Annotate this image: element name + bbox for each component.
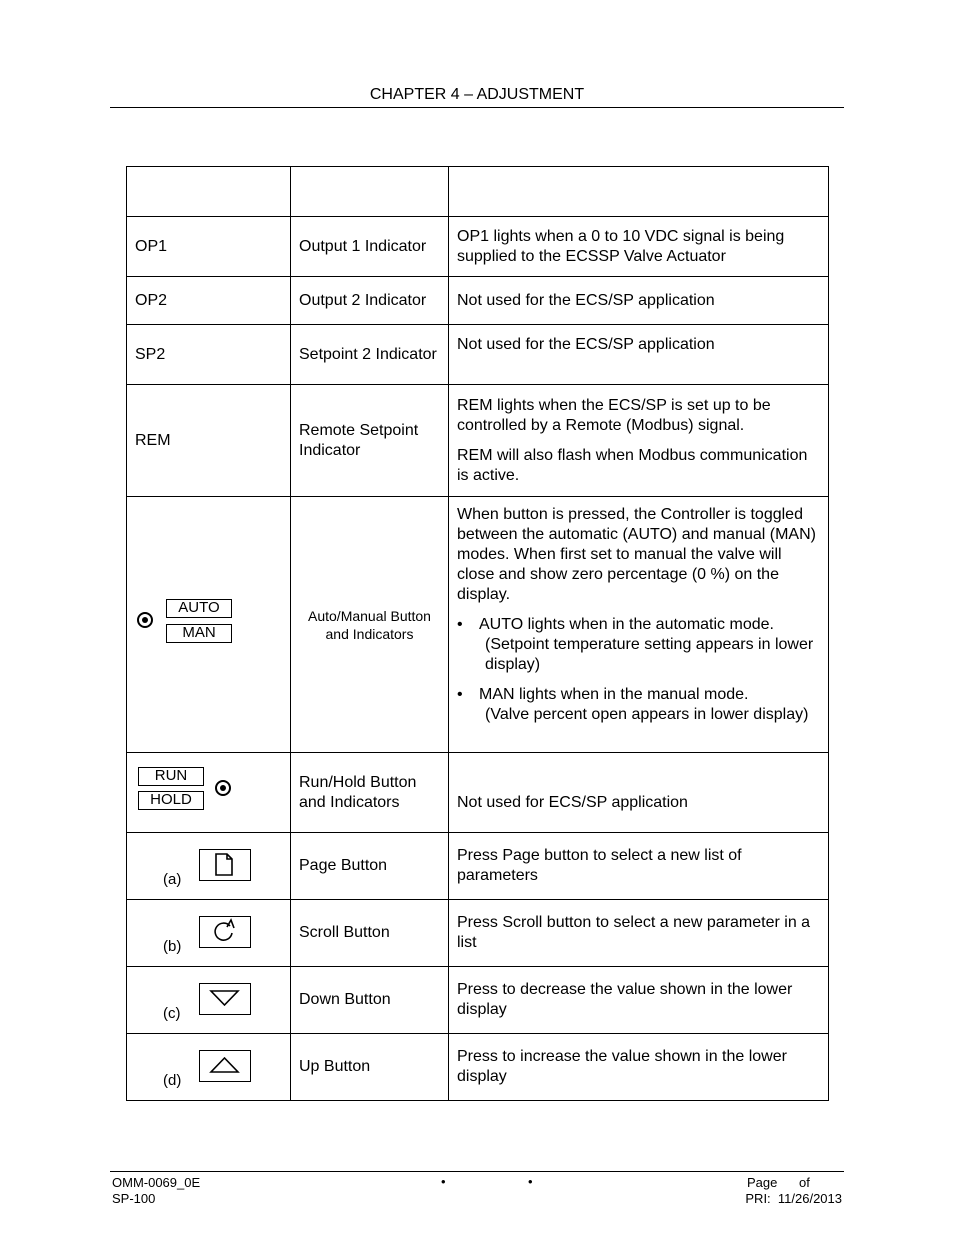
indicator-function: Page Button <box>291 833 449 900</box>
indicator-function: Output 1 Indicator <box>291 217 449 277</box>
page-icon-cell <box>127 833 291 900</box>
indicator-description: Press to increase the value shown in the lower display <box>449 1034 829 1101</box>
indicator-function: Run/Hold Button and Indicators <box>291 753 449 833</box>
product-name: SP-100 <box>112 1191 156 1206</box>
list-item: • AUTO lights when in the automatic mode. (Setpoint temperature setting appears in lower display) <box>457 615 820 675</box>
list-item: • MAN lights when in the manual mode. (Valve percent open appears in lower display) <box>457 685 820 725</box>
auto-indicator-label: AUTO <box>166 599 232 618</box>
key-letter: (d) <box>163 1072 182 1089</box>
indicator-description: Press Page button to select a new list of parameters <box>449 833 829 900</box>
rem-description-1: REM lights when the ECS/SP is set up to be controlled by a Remote (Modbus) signal. <box>457 396 771 434</box>
indicator-name: OP1 <box>127 217 291 277</box>
down-triangle-icon <box>199 983 251 1015</box>
footer-rule <box>110 1171 844 1172</box>
man-indicator-label: MAN <box>166 624 232 643</box>
indicator-function: Auto/Manual Button and Indicators <box>291 497 449 753</box>
indicator-function: Scroll Button <box>291 900 449 967</box>
page-number: Page of <box>747 1175 810 1190</box>
indicator-description: Not used for the ECS/SP application <box>449 277 829 325</box>
table-row-auto-man <box>127 497 829 753</box>
footer-left <box>112 1175 200 1207</box>
doc-id: OMM-0069_0E <box>112 1175 201 1190</box>
table-row-rem <box>127 385 829 497</box>
page-icon <box>199 849 251 881</box>
scroll-icon-cell <box>127 900 291 967</box>
header-cell-3 <box>449 167 829 217</box>
auto-man-button-icon <box>137 612 153 628</box>
indicator-function: Up Button <box>291 1034 449 1101</box>
key-letter: (b) <box>163 938 182 955</box>
indicator-description <box>449 385 829 497</box>
footer-bullet: • <box>441 1174 446 1189</box>
indicator-description <box>449 497 829 753</box>
run-hold-icon-cell <box>127 753 291 833</box>
indicator-function: Output 2 Indicator <box>291 277 449 325</box>
run-indicator-label: RUN <box>138 767 204 786</box>
scroll-icon <box>199 916 251 948</box>
chapter-title: CHAPTER 4 – ADJUSTMENT <box>369 86 585 103</box>
footer-bullet: • <box>528 1174 533 1189</box>
table-row-run-hold <box>127 753 829 833</box>
up-triangle-icon <box>199 1050 251 1082</box>
indicator-function: Down Button <box>291 967 449 1034</box>
key-letter: (c) <box>163 1005 181 1022</box>
indicator-description: Press to decrease the value shown in the lower display <box>449 967 829 1034</box>
up-icon-cell <box>127 1034 291 1101</box>
auto-man-description: When button is pressed, the Controller is toggled between the automatic (AUTO) and manual (MAN) modes. When first set to manual the valve will close and show zero percentage (0 %) on the display. <box>457 506 816 603</box>
rem-description-2: REM will also flash when Modbus communication is active. <box>457 446 808 484</box>
header-cell-2 <box>291 167 449 217</box>
indicator-description: OP1 lights when a 0 to 10 VDC signal is being supplied to the ECSSP Valve Actuator <box>449 217 829 277</box>
table-row-down <box>127 967 829 1034</box>
hold-indicator-label: HOLD <box>138 791 204 810</box>
header-cell-1 <box>127 167 291 217</box>
indicator-function: Remote Setpoint Indicator <box>291 385 449 497</box>
indicator-description: Press Scroll button to select a new parameter in a list <box>449 900 829 967</box>
table-row-op1 <box>127 217 829 277</box>
pri-date: PRI: 11/26/2013 <box>745 1191 842 1206</box>
indicator-name: SP2 <box>127 325 291 385</box>
header-rule <box>110 107 844 108</box>
indicator-table <box>126 166 829 1101</box>
run-hold-button-icon <box>215 780 231 796</box>
key-letter: (a) <box>163 871 182 888</box>
table-row-scroll <box>127 900 829 967</box>
auto-man-bullets <box>457 615 820 725</box>
auto-man-icon-cell <box>127 497 291 753</box>
indicator-description: Not used for the ECS/SP application <box>449 325 829 385</box>
indicator-function: Setpoint 2 Indicator <box>291 325 449 385</box>
indicator-name: OP2 <box>127 277 291 325</box>
indicator-name: REM <box>127 385 291 497</box>
down-icon-cell <box>127 967 291 1034</box>
table-row-page <box>127 833 829 900</box>
indicator-description: Not used for ECS/SP application <box>449 753 829 833</box>
table-row-op2 <box>127 277 829 325</box>
table-row-sp2 <box>127 325 829 385</box>
table-row-up <box>127 1034 829 1101</box>
table-header-row <box>127 167 829 217</box>
footer-right <box>730 1175 842 1207</box>
